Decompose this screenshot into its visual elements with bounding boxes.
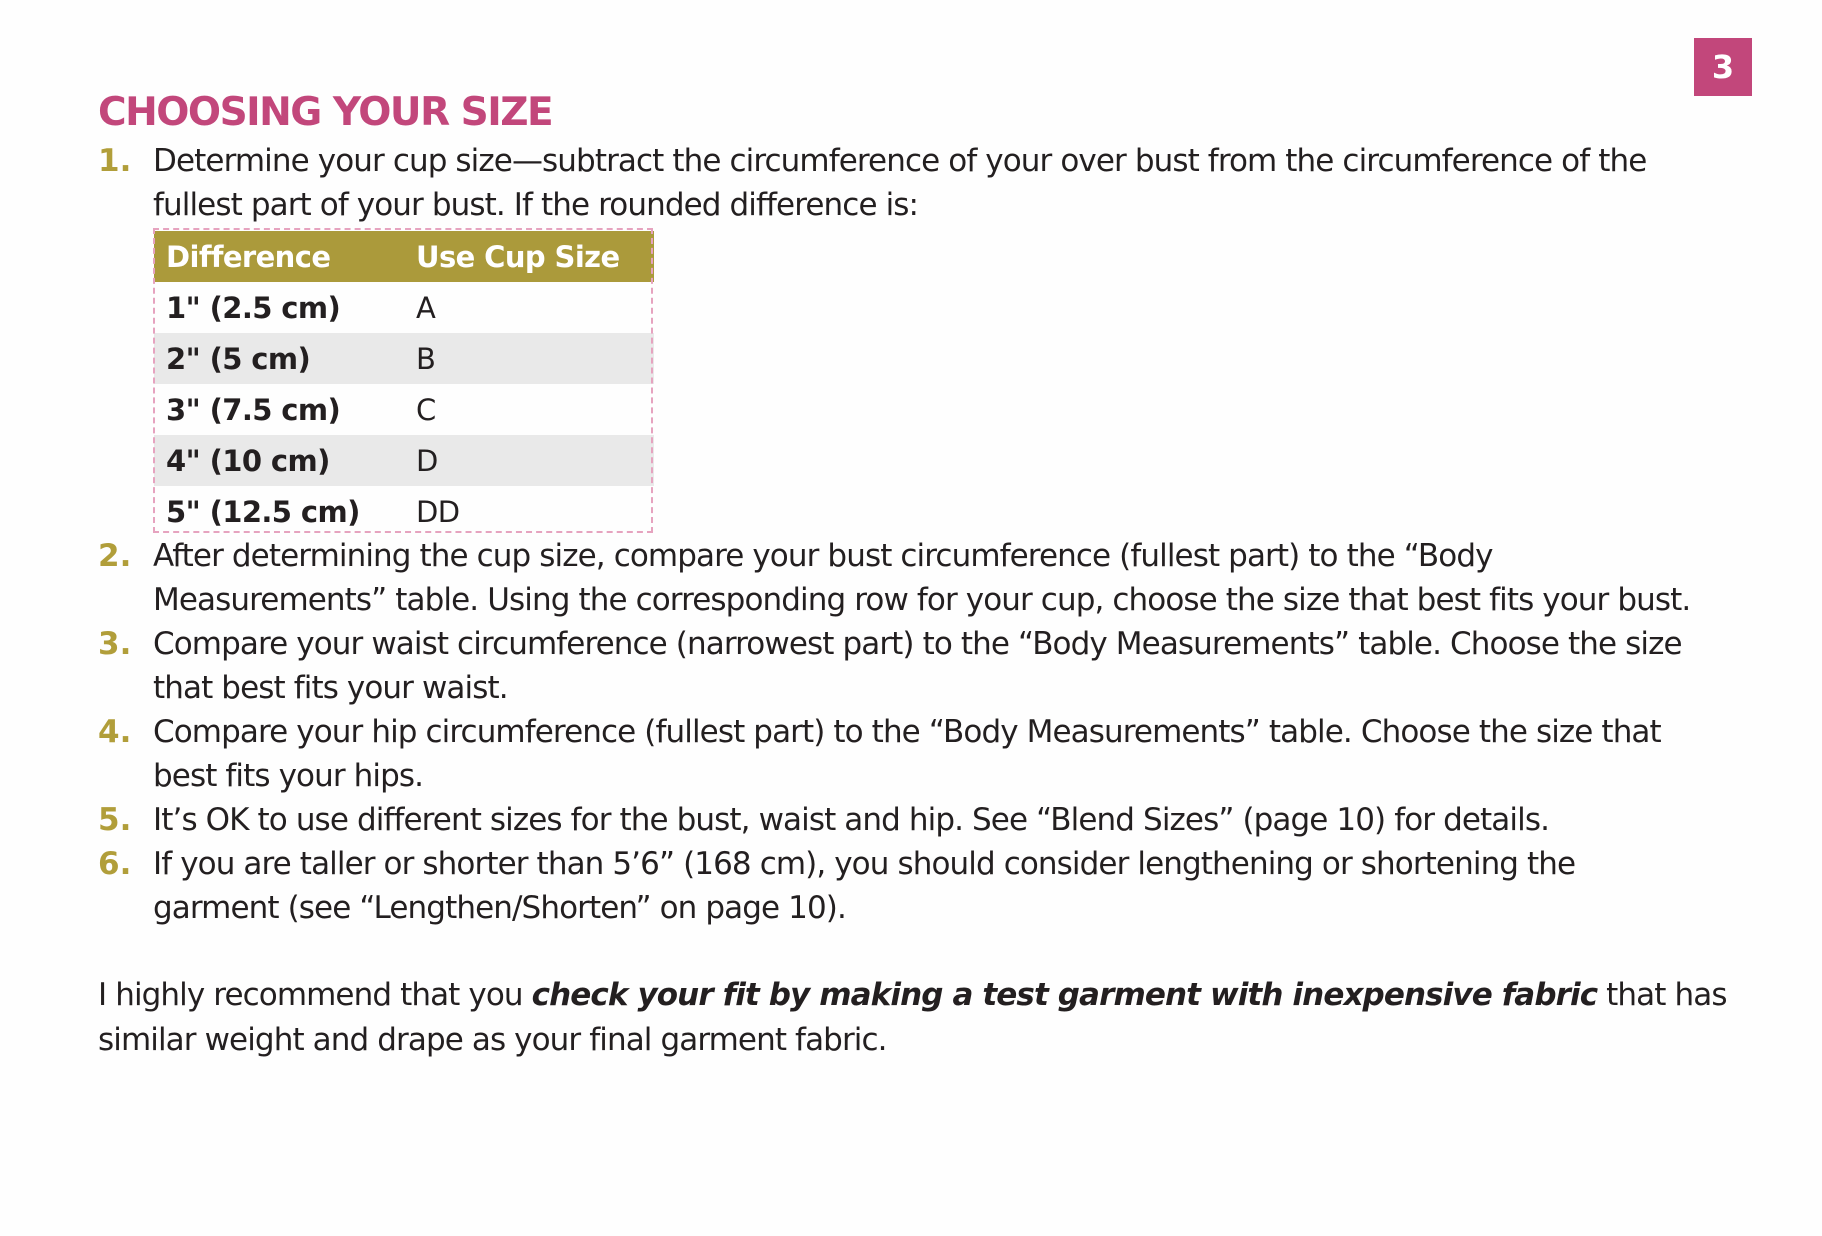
difference-cell: 5" (12.5 cm) xyxy=(166,494,360,529)
table-header-row xyxy=(154,231,654,282)
table-row xyxy=(154,384,654,435)
step-line: After determining the cup size, compare your bust circumference (fullest part) to the “Body xyxy=(153,538,1493,574)
recommendation-emphasis: check your fit by making a test garment with inexpensive fabric xyxy=(531,977,1598,1013)
cup-size-table xyxy=(154,231,654,537)
table-row xyxy=(154,435,654,486)
cup-size-cell: C xyxy=(416,392,436,427)
step-number: 5. xyxy=(98,802,132,838)
step-line: that best fits your waist. xyxy=(153,670,508,706)
difference-cell: 2" (5 cm) xyxy=(154,333,404,384)
step-line: If you are taller or shorter than 5’6” (168 cm), you should consider lengthening or shortening the xyxy=(153,846,1576,882)
recommendation-paragraph xyxy=(98,973,1778,1063)
step-text xyxy=(153,842,1803,930)
step-number: 4. xyxy=(98,714,132,750)
step-line: Determine your cup size—subtract the circumference of your over bust from the circumference of the xyxy=(153,143,1647,179)
step-line: fullest part of your bust. If the rounded difference is: xyxy=(153,187,919,223)
cup-size-cell: DD xyxy=(416,494,460,529)
column-header-cup-size: Use Cup Size xyxy=(404,231,654,282)
recommendation-lead: I highly recommend that you xyxy=(98,977,532,1013)
difference-cell: 3" (7.5 cm) xyxy=(166,392,341,427)
step-line: best fits your hips. xyxy=(153,758,424,794)
step-text xyxy=(153,710,1803,798)
step-text xyxy=(153,798,1803,842)
cup-size-cell: B xyxy=(404,333,654,384)
difference-cell: 1" (2.5 cm) xyxy=(166,290,341,325)
step-line: Compare your waist circumference (narrowest part) to the “Body Measurements” table. Choose the size xyxy=(153,626,1682,662)
step-text xyxy=(153,622,1803,710)
step-line: Measurements” table. Using the corresponding row for your cup, choose the size that best fits your bust. xyxy=(153,582,1691,618)
step-line: It’s OK to use different sizes for the bust, waist and hip. See “Blend Sizes” (page 10) for details. xyxy=(153,802,1550,838)
step-number: 2. xyxy=(98,538,132,574)
table-row xyxy=(154,282,654,333)
step-line: garment (see “Lengthen/Shorten” on page 10). xyxy=(153,890,846,926)
recommendation-line-2: similar weight and drape as your final garment fabric. xyxy=(98,1022,887,1058)
cup-size-cell: D xyxy=(404,435,654,486)
step-text xyxy=(153,534,1803,622)
recommendation-tail: that has xyxy=(1597,977,1727,1013)
step-line: Compare your hip circumference (fullest part) to the “Body Measurements” table. Choose the size that xyxy=(153,714,1661,750)
column-header-difference: Difference xyxy=(154,231,404,282)
recommendation-line-1 xyxy=(98,973,1778,1018)
table-row xyxy=(154,486,654,537)
step-number: 3. xyxy=(98,626,132,662)
table-row xyxy=(154,333,654,384)
page-title: CHOOSING YOUR SIZE xyxy=(98,90,553,135)
page-number-badge: 3 xyxy=(1694,38,1752,96)
step-number: 6. xyxy=(98,846,132,882)
step-text xyxy=(153,139,1803,227)
step-number: 1. xyxy=(98,143,132,179)
difference-cell: 4" (10 cm) xyxy=(154,435,404,486)
cup-size-cell: A xyxy=(416,290,436,325)
